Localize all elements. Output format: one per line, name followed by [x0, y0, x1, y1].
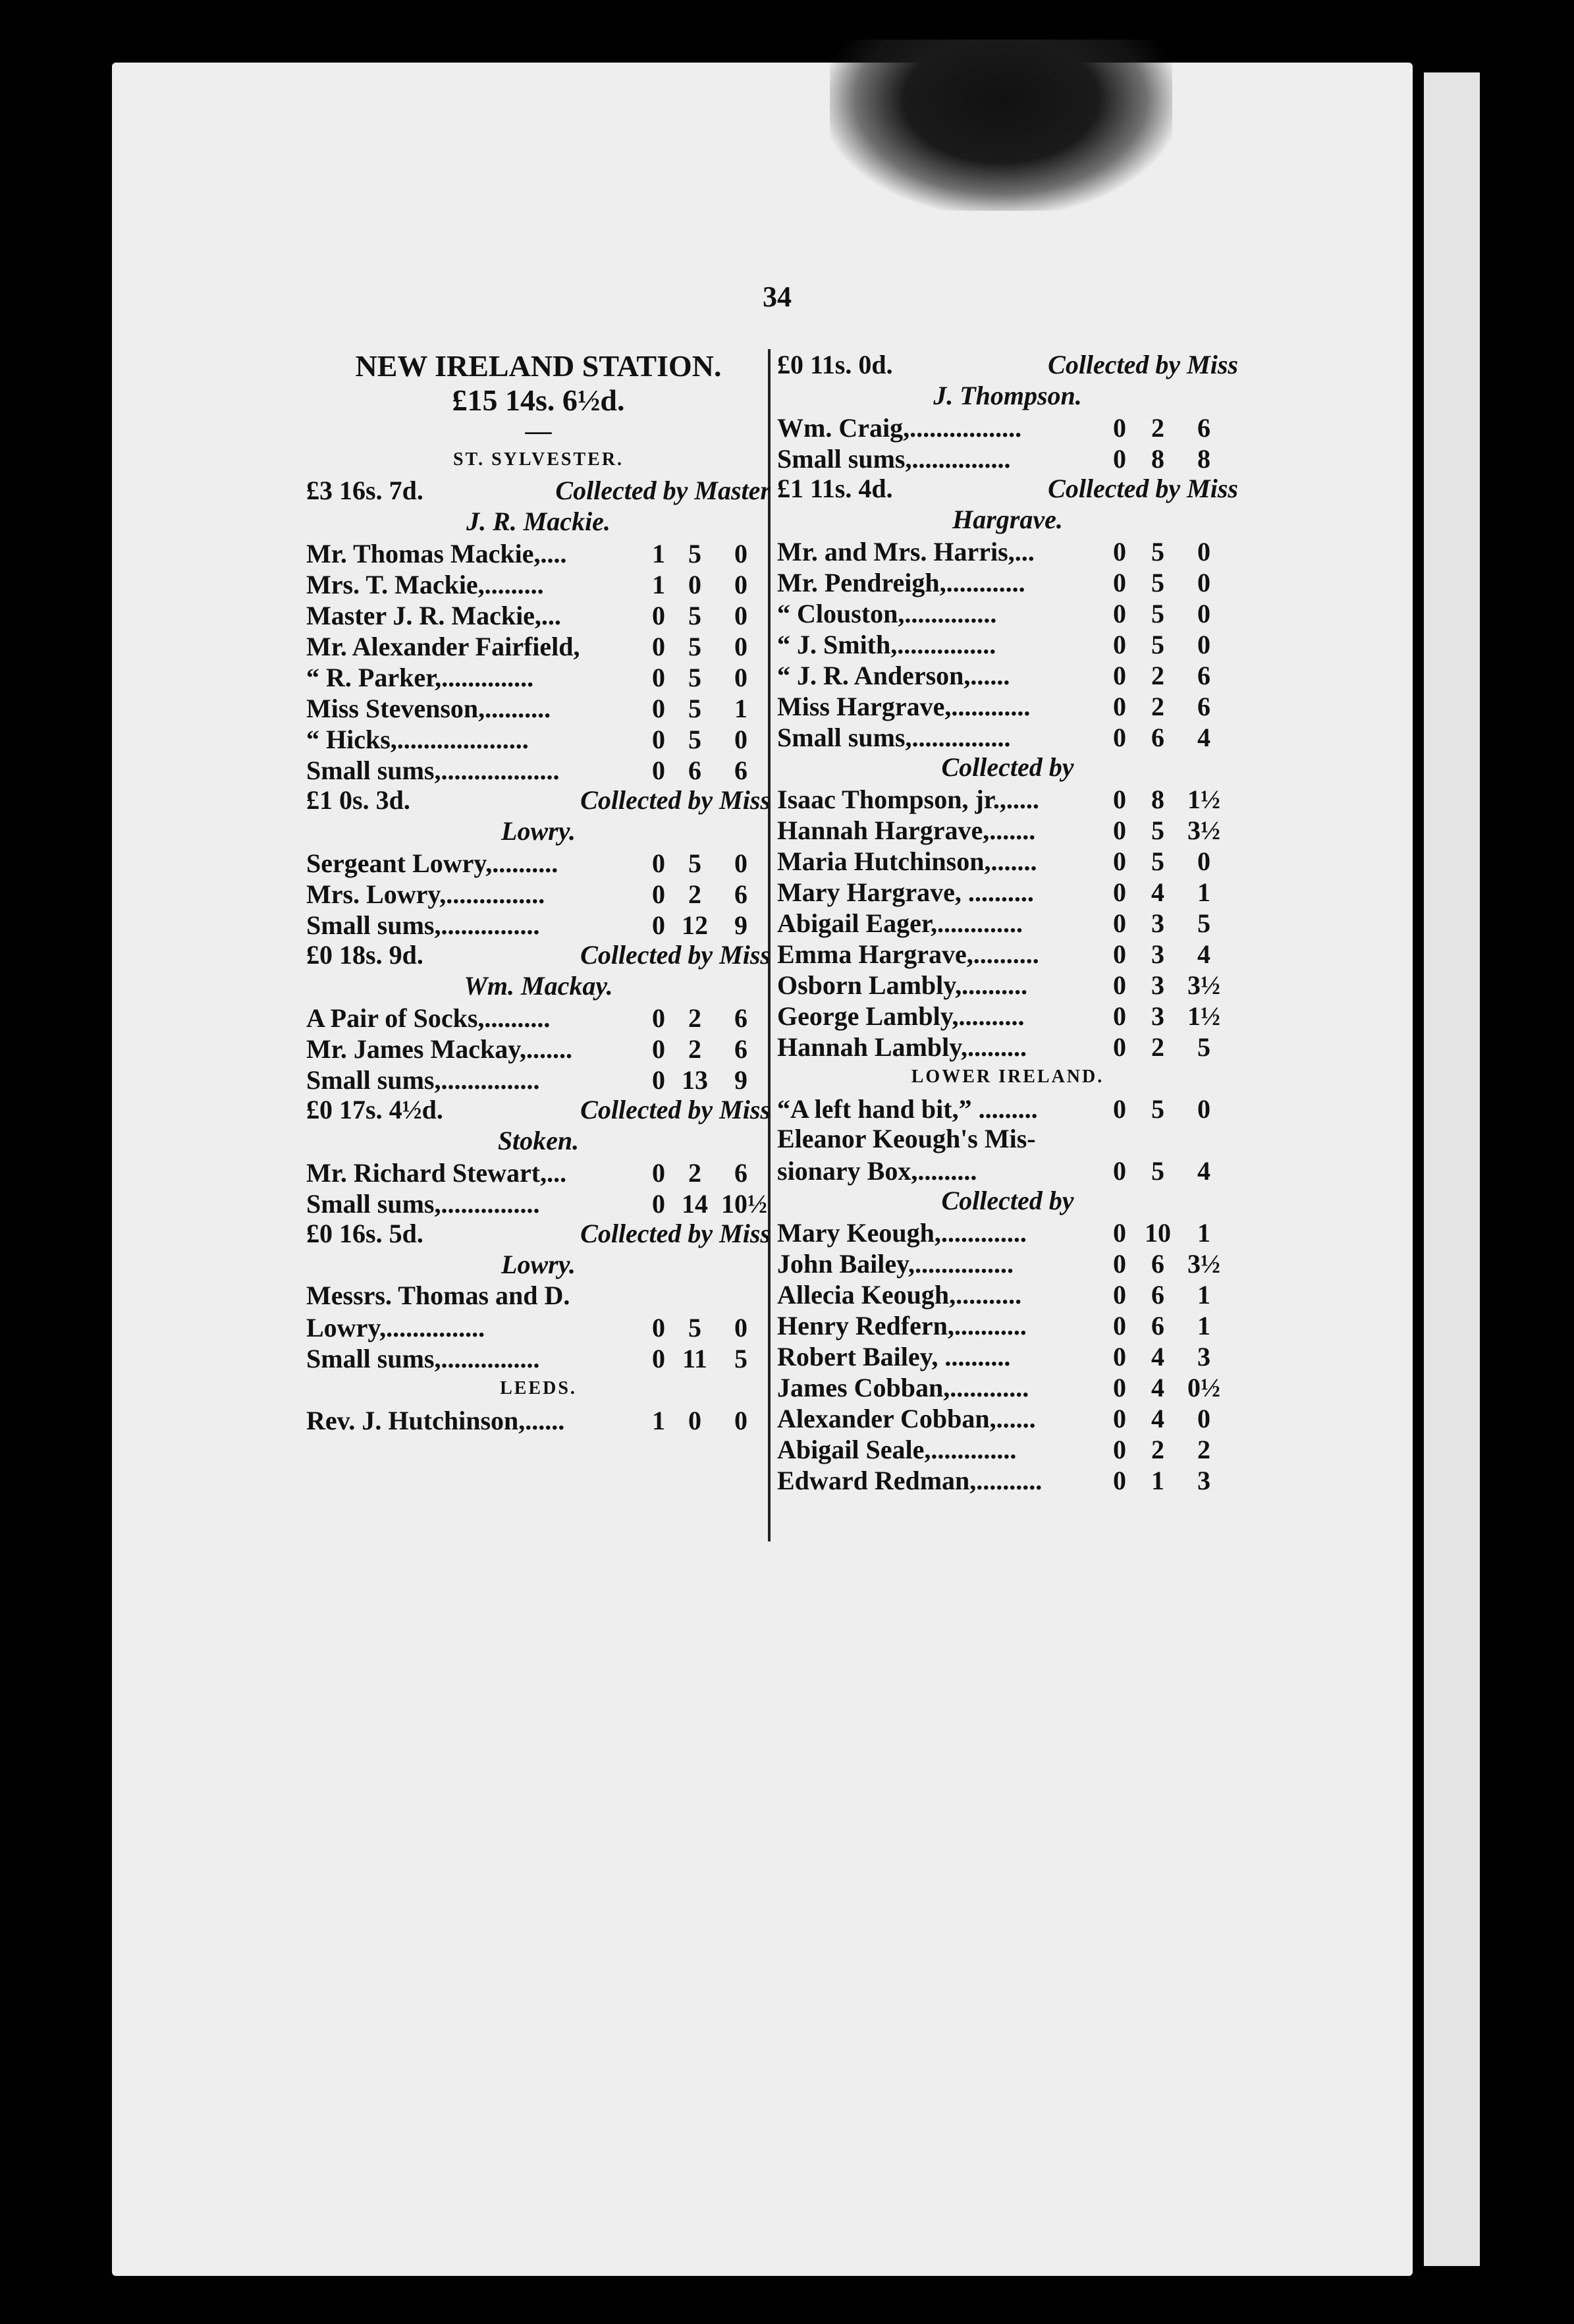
entry-pounds: 0 — [652, 756, 665, 785]
entry-name: Miss Hargrave,............ — [777, 692, 1031, 721]
entry-pence: 6 — [734, 756, 747, 785]
entry-name: Edward Redman,.......... — [777, 1466, 1043, 1495]
entry-shillings: 4 — [1151, 1342, 1164, 1371]
entry-pence: 3 — [1197, 1342, 1210, 1371]
entry-pence: 0 — [734, 1406, 747, 1435]
entry-shillings: 6 — [1151, 1280, 1164, 1310]
entry-shillings: 5 — [688, 632, 701, 661]
entry-name: “ Clouston,.............. — [777, 599, 997, 628]
entry-row — [777, 906, 1238, 937]
entry-row — [777, 1092, 1238, 1123]
entry-pence: 3½ — [1187, 970, 1220, 1000]
entry-row — [777, 566, 1238, 597]
group-label: Collected by — [941, 1186, 1074, 1215]
group-collector: J. R. Mackie. — [466, 507, 611, 536]
entry-shillings: 2 — [1151, 661, 1164, 690]
entry-pence: 4 — [1197, 939, 1210, 969]
entry-row — [777, 875, 1238, 906]
entry-pounds: 0 — [1113, 413, 1126, 443]
entry-pence: 9 — [734, 910, 747, 940]
entry-row — [306, 599, 771, 630]
entry-row — [306, 1156, 771, 1187]
entry-pounds: 0 — [652, 694, 665, 723]
separator-dash: — — [525, 416, 552, 445]
entry-pounds: 0 — [1113, 568, 1126, 597]
entry-name: Emma Hargrave,.......... — [777, 939, 1039, 969]
group-amount: £0 18s. 9d. — [306, 940, 423, 970]
entry-name: “ J. R. Anderson,...... — [777, 661, 1010, 690]
entry-row — [306, 630, 771, 661]
entry-pounds: 0 — [1113, 661, 1126, 690]
entry-name: Small sums,............... — [306, 1344, 540, 1373]
entry-shillings: 6 — [688, 756, 701, 785]
entry-row — [777, 442, 1238, 473]
entry-pence: 10½ — [721, 1189, 767, 1219]
entry-pence: 5 — [1197, 1032, 1210, 1062]
entry-row — [777, 999, 1238, 1030]
group-heading — [306, 1094, 771, 1125]
entry-name: Master J. R. Mackie,... — [306, 601, 561, 630]
entry-row — [777, 968, 1238, 999]
entry-row — [777, 1464, 1238, 1495]
entry-pounds: 0 — [652, 1003, 665, 1033]
entry-name: sionary Box,......... — [777, 1156, 977, 1186]
group-label: Collected by Miss — [580, 940, 771, 970]
entry-row — [777, 1154, 1238, 1185]
entry-name: Wm. Craig,................. — [777, 413, 1022, 443]
entry-pence: 6 — [734, 1158, 747, 1188]
entry-name: Small sums,.................. — [306, 756, 560, 785]
entry-name: Miss Stevenson,.......... — [306, 694, 551, 723]
entry-pence: 0 — [734, 663, 747, 692]
entry-pounds: 0 — [1113, 970, 1126, 1000]
entry-shillings: 5 — [1151, 846, 1164, 876]
entry-shillings: 5 — [1151, 630, 1164, 659]
entry-pounds: 0 — [652, 725, 665, 754]
entry-row — [777, 1278, 1238, 1309]
entry-shillings: 5 — [688, 663, 701, 692]
g5-rows — [306, 1311, 771, 1373]
entry-shillings: 5 — [1151, 599, 1164, 628]
entry-shillings: 2 — [1151, 1435, 1164, 1464]
entry-name: Small sums,............... — [306, 1065, 540, 1095]
entry-pounds: 0 — [652, 848, 665, 878]
entry-pounds: 0 — [1113, 785, 1126, 814]
entry-name: Abigail Seale,............. — [777, 1435, 1017, 1464]
entry-pounds: 0 — [1113, 816, 1126, 845]
right-column — [777, 349, 1238, 1495]
entry-name: Maria Hutchinson,....... — [777, 846, 1037, 876]
entry-row — [306, 1311, 771, 1342]
entry-name: Small sums,............... — [306, 1189, 540, 1219]
entry-pounds: 0 — [1113, 939, 1126, 969]
entry-name: Sergeant Lowry,.......... — [306, 848, 558, 878]
entry-pounds: 0 — [1113, 630, 1126, 659]
entry-name: A Pair of Socks,.......... — [306, 1003, 551, 1033]
entry-pounds: 0 — [1113, 692, 1126, 721]
entry-name: Hannah Hargrave,....... — [777, 816, 1036, 845]
entry-row — [777, 1433, 1238, 1464]
entry-pence: 0 — [734, 601, 747, 630]
entry-shillings: 6 — [1151, 1249, 1164, 1279]
entry-pence: 1 — [734, 694, 747, 723]
adjacent-page-edge — [1424, 72, 1480, 2266]
group-label: Collected by Miss — [580, 1219, 771, 1248]
entry-pence: 0 — [734, 848, 747, 878]
entry-shillings: 5 — [688, 1313, 701, 1342]
entry-name: Allecia Keough,.......... — [777, 1280, 1022, 1310]
r1-rows — [777, 411, 1238, 473]
entry-shillings: 2 — [1151, 413, 1164, 443]
entry-pence: 0 — [1197, 568, 1210, 597]
entry-line: Eleanor Keough's Mis- — [777, 1124, 1036, 1153]
station-title: NEW IRELAND STATION. — [355, 349, 722, 383]
group-label: Collected by Miss — [1048, 350, 1238, 379]
entry-row — [306, 723, 771, 754]
entry-row — [777, 1247, 1238, 1278]
entry-name: Isaac Thompson, jr.,..... — [777, 785, 1039, 814]
group-collector: Wm. Mackay. — [464, 971, 613, 1001]
entry-shillings: 13 — [682, 1065, 708, 1095]
r3-rows — [777, 783, 1238, 1061]
entry-pounds: 0 — [652, 663, 665, 692]
entry-name: Mary Keough,............. — [777, 1218, 1027, 1248]
entry-row — [777, 690, 1238, 721]
entry-pounds: 0 — [652, 1344, 665, 1373]
r2-rows — [777, 535, 1238, 752]
group-label: Collected by — [941, 752, 1074, 782]
group-label: Collected by Miss — [1048, 474, 1238, 503]
entry-name: Rev. J. Hutchinson,...... — [306, 1406, 565, 1435]
entry-name: Henry Redfern,........... — [777, 1311, 1027, 1341]
entry-pounds: 0 — [1113, 1249, 1126, 1279]
entry-pounds: 0 — [1113, 1311, 1126, 1341]
entry-row — [306, 1342, 771, 1373]
entry-pounds: 0 — [1113, 1404, 1126, 1433]
entry-name: Mary Hargrave, .......... — [777, 877, 1034, 907]
entry-name: Mrs. Lowry,............... — [306, 879, 545, 909]
entry-name: Abigail Eager,............. — [777, 908, 1023, 938]
entry-name: Mrs. T. Mackie,......... — [306, 570, 544, 599]
g6-rows — [306, 1404, 771, 1435]
entry-shillings: 2 — [1151, 1032, 1164, 1062]
entry-shillings: 5 — [688, 725, 701, 754]
entry-row — [777, 1216, 1238, 1247]
group-label: Collected by Miss — [580, 785, 771, 815]
entry-pence: 1 — [1197, 1311, 1210, 1341]
entry-shillings: 2 — [688, 1003, 701, 1033]
entry-pence: 3½ — [1187, 1249, 1220, 1279]
entry-pence: 3 — [1197, 1466, 1210, 1495]
entry-shillings: 1 — [1151, 1466, 1164, 1495]
entry-name: George Lambly,.......... — [777, 1001, 1025, 1031]
entry-pounds: 0 — [1113, 1280, 1126, 1310]
entry-pounds: 0 — [1113, 1218, 1126, 1248]
entry-shillings: 14 — [682, 1189, 708, 1219]
entry-pounds: 0 — [1113, 1001, 1126, 1031]
entry-row — [777, 659, 1238, 690]
entry-pounds: 0 — [1113, 1435, 1126, 1464]
section-heading: ST. SYLVESTER. — [452, 449, 624, 470]
entry-row — [306, 877, 771, 908]
entry-shillings: 6 — [1151, 723, 1164, 752]
entry-pence: 6 — [734, 1003, 747, 1033]
entry-shillings: 2 — [688, 1158, 701, 1188]
group-heading — [306, 475, 771, 506]
entry-shillings: 5 — [1151, 568, 1164, 597]
entry-pence: 0 — [1197, 630, 1210, 659]
entry-pounds: 0 — [1113, 877, 1126, 907]
entry-row — [777, 814, 1238, 844]
entry-pence: 0½ — [1187, 1373, 1220, 1402]
entry-row — [777, 1030, 1238, 1061]
entry-pounds: 0 — [652, 910, 665, 940]
entry-pounds: 0 — [652, 1065, 665, 1095]
entry-row — [777, 1402, 1238, 1433]
entry-pence: 6 — [734, 879, 747, 909]
entry-row — [777, 721, 1238, 752]
entry-pounds: 0 — [1113, 908, 1126, 938]
entry-name: Lowry,............... — [306, 1313, 485, 1342]
section-heading: LEEDS. — [500, 1378, 577, 1398]
group-amount: £1 11s. 4d. — [777, 474, 893, 503]
entry-pence: 1 — [1197, 1218, 1210, 1248]
entry-shillings: 8 — [1151, 785, 1164, 814]
ink-stain — [830, 40, 1172, 211]
entry-pounds: 0 — [652, 879, 665, 909]
entry-row — [306, 537, 771, 568]
entry-row — [777, 628, 1238, 659]
entry-row — [777, 535, 1238, 566]
entry-shillings: 5 — [688, 694, 701, 723]
entry-pounds: 0 — [652, 632, 665, 661]
entry-shillings: 6 — [1151, 1311, 1164, 1341]
entry-pence: 4 — [1197, 723, 1210, 752]
group-amount: £3 16s. 7d. — [306, 476, 423, 505]
entry-pence: 2 — [1197, 1435, 1210, 1464]
entry-row — [777, 937, 1238, 968]
entry-shillings: 0 — [688, 570, 701, 599]
group-collector: J. Thompson. — [933, 381, 1082, 410]
entry-name: “ J. Smith,............... — [777, 630, 996, 659]
entry-shillings: 8 — [1151, 444, 1164, 474]
entry-pence: 5 — [1197, 908, 1210, 938]
group-heading — [306, 785, 771, 816]
entry-pounds: 0 — [1113, 1032, 1126, 1062]
g4-rows — [306, 1156, 771, 1218]
group-amount: £0 11s. 0d. — [777, 350, 893, 379]
entry-row — [306, 661, 771, 692]
group-label: Collected by Miss — [580, 1095, 771, 1124]
entry-shillings: 5 — [1151, 1156, 1164, 1186]
entry-pence: 0 — [734, 632, 747, 661]
entry-row — [306, 692, 771, 723]
entry-row — [306, 908, 771, 939]
entry-name: Small sums,............... — [777, 444, 1011, 474]
entry-pounds: 0 — [1113, 599, 1126, 628]
group-label: Collected by Master — [555, 476, 771, 505]
entry-row — [777, 1309, 1238, 1340]
entry-name: John Bailey,............... — [777, 1249, 1014, 1279]
entry-pounds: 0 — [652, 1313, 665, 1342]
entry-pounds: 0 — [1113, 846, 1126, 876]
entry-shillings: 2 — [1151, 692, 1164, 721]
entry-pence: 6 — [1197, 413, 1210, 443]
section-heading: LOWER IRELAND. — [911, 1066, 1104, 1087]
entry-shillings: 0 — [688, 1406, 701, 1435]
entry-shillings: 3 — [1151, 1001, 1164, 1031]
entry-name: Mr. Alexander Fairfield, — [306, 632, 580, 661]
entry-name: “ R. Parker,.............. — [306, 663, 534, 692]
entry-pounds: 1 — [652, 570, 665, 599]
entry-name: Osborn Lambly,.......... — [777, 970, 1028, 1000]
entry-pounds: 0 — [652, 1034, 665, 1064]
entry-pounds: 0 — [1113, 1094, 1126, 1124]
entry-shillings: 5 — [688, 848, 701, 878]
r4-rows — [777, 1092, 1238, 1123]
group-heading — [306, 939, 771, 970]
entry-pounds: 0 — [1113, 444, 1126, 474]
entry-pounds: 0 — [652, 1158, 665, 1188]
group-collector: Lowry. — [501, 1250, 576, 1279]
page-number: 34 — [763, 281, 792, 313]
entry-pounds: 0 — [1113, 1373, 1126, 1402]
entry-shillings: 2 — [688, 879, 701, 909]
entry-shillings: 5 — [1151, 816, 1164, 845]
entry-name: Mr. Richard Stewart,... — [306, 1158, 567, 1188]
entry-pounds: 0 — [1113, 1156, 1126, 1186]
entry-pence: 0 — [734, 539, 747, 568]
r5-rows — [777, 1216, 1238, 1495]
entry-pence: 1 — [1197, 877, 1210, 907]
entry-row — [777, 844, 1238, 875]
entry-row — [777, 1340, 1238, 1371]
entry-name: “A left hand bit,” ......... — [777, 1094, 1038, 1124]
entry-shillings: 4 — [1151, 1373, 1164, 1402]
entry-row — [777, 1371, 1238, 1402]
entry-pounds: 0 — [1113, 723, 1126, 752]
entry-name: Robert Bailey, .......... — [777, 1342, 1011, 1371]
entry-pence: 0 — [734, 570, 747, 599]
entry-row — [777, 597, 1238, 628]
entry-shillings: 5 — [688, 601, 701, 630]
entry-line: Messrs. Thomas and D. — [306, 1281, 570, 1310]
group-amount: £0 16s. 5d. — [306, 1219, 423, 1248]
entry-name: Mr. James Mackay,....... — [306, 1034, 573, 1064]
entry-row — [306, 1404, 771, 1435]
group-heading — [777, 349, 1238, 380]
entry-pence: 3½ — [1187, 816, 1220, 845]
entry-name: Mr. Pendreigh,............ — [777, 568, 1025, 597]
entry-pence: 0 — [1197, 846, 1210, 876]
entry-name: James Cobban,............ — [777, 1373, 1029, 1402]
entry-shillings: 10 — [1145, 1218, 1171, 1248]
entry-row — [306, 568, 771, 599]
entry-pence: 0 — [1197, 599, 1210, 628]
group-collector: Stoken. — [497, 1126, 580, 1155]
g1-rows — [306, 537, 771, 785]
entry-pence: 6 — [734, 1034, 747, 1064]
entry-row — [306, 1063, 771, 1094]
entry-shillings: 3 — [1151, 970, 1164, 1000]
entry-pence: 1½ — [1187, 1001, 1220, 1031]
station-total: £15 14s. 6½d. — [452, 383, 625, 417]
entry-pounds: 0 — [1113, 1342, 1126, 1371]
entry-pence: 8 — [1197, 444, 1210, 474]
entry-pence: 1½ — [1187, 785, 1220, 814]
entry-row — [306, 1187, 771, 1218]
entry-name: Mr. and Mrs. Harris,... — [777, 537, 1035, 567]
entry-pounds: 1 — [652, 539, 665, 568]
entry-row — [777, 783, 1238, 814]
entry-row — [306, 1001, 771, 1032]
entry-pence: 0 — [1197, 537, 1210, 567]
group-heading — [777, 473, 1238, 504]
r4-rows2 — [777, 1154, 1238, 1185]
entry-pence: 0 — [1197, 1404, 1210, 1433]
entry-shillings: 5 — [1151, 1094, 1164, 1124]
entry-pence: 0 — [1197, 1094, 1210, 1124]
entry-shillings: 5 — [1151, 537, 1164, 567]
entry-name: Mr. Thomas Mackie,.... — [306, 539, 567, 568]
entry-pence: 0 — [734, 725, 747, 754]
entry-pence: 6 — [1197, 692, 1210, 721]
entry-pounds: 1 — [652, 1406, 665, 1435]
entry-pence: 4 — [1197, 1156, 1210, 1186]
entry-pence: 0 — [734, 1313, 747, 1342]
entry-shillings: 2 — [688, 1034, 701, 1064]
entry-shillings: 12 — [682, 910, 708, 940]
entry-name: Hannah Lambly,......... — [777, 1032, 1027, 1062]
entry-pounds: 0 — [652, 601, 665, 630]
entry-shillings: 5 — [688, 539, 701, 568]
entry-name: Small sums,............... — [777, 723, 1011, 752]
entry-row — [306, 846, 771, 877]
entry-row — [306, 1032, 771, 1063]
g3-rows — [306, 1001, 771, 1094]
entry-row — [777, 411, 1238, 442]
entry-shillings: 4 — [1151, 1404, 1164, 1433]
group-collector: Lowry. — [501, 816, 576, 846]
entry-pence: 9 — [734, 1065, 747, 1095]
group-collector: Hargrave. — [952, 505, 1063, 534]
entry-pounds: 0 — [1113, 1466, 1126, 1495]
group-amount: £0 17s. 4½d. — [306, 1095, 443, 1124]
left-column — [306, 349, 771, 1435]
entry-pounds: 0 — [1113, 537, 1126, 567]
entry-name: Small sums,............... — [306, 910, 540, 940]
entry-name: “ Hicks,.................... — [306, 725, 529, 754]
entry-shillings: 3 — [1151, 908, 1164, 938]
entry-pence: 6 — [1197, 661, 1210, 690]
entry-pence: 1 — [1197, 1280, 1210, 1310]
group-amount: £1 0s. 3d. — [306, 785, 410, 815]
entry-name: Alexander Cobban,...... — [777, 1404, 1036, 1433]
entry-row — [306, 754, 771, 785]
entry-pounds: 0 — [652, 1189, 665, 1219]
entry-shillings: 3 — [1151, 939, 1164, 969]
entry-shillings: 4 — [1151, 877, 1164, 907]
group-heading — [306, 1218, 771, 1249]
g2-rows — [306, 846, 771, 939]
entry-shillings: 11 — [682, 1344, 707, 1373]
entry-pence: 5 — [734, 1344, 747, 1373]
